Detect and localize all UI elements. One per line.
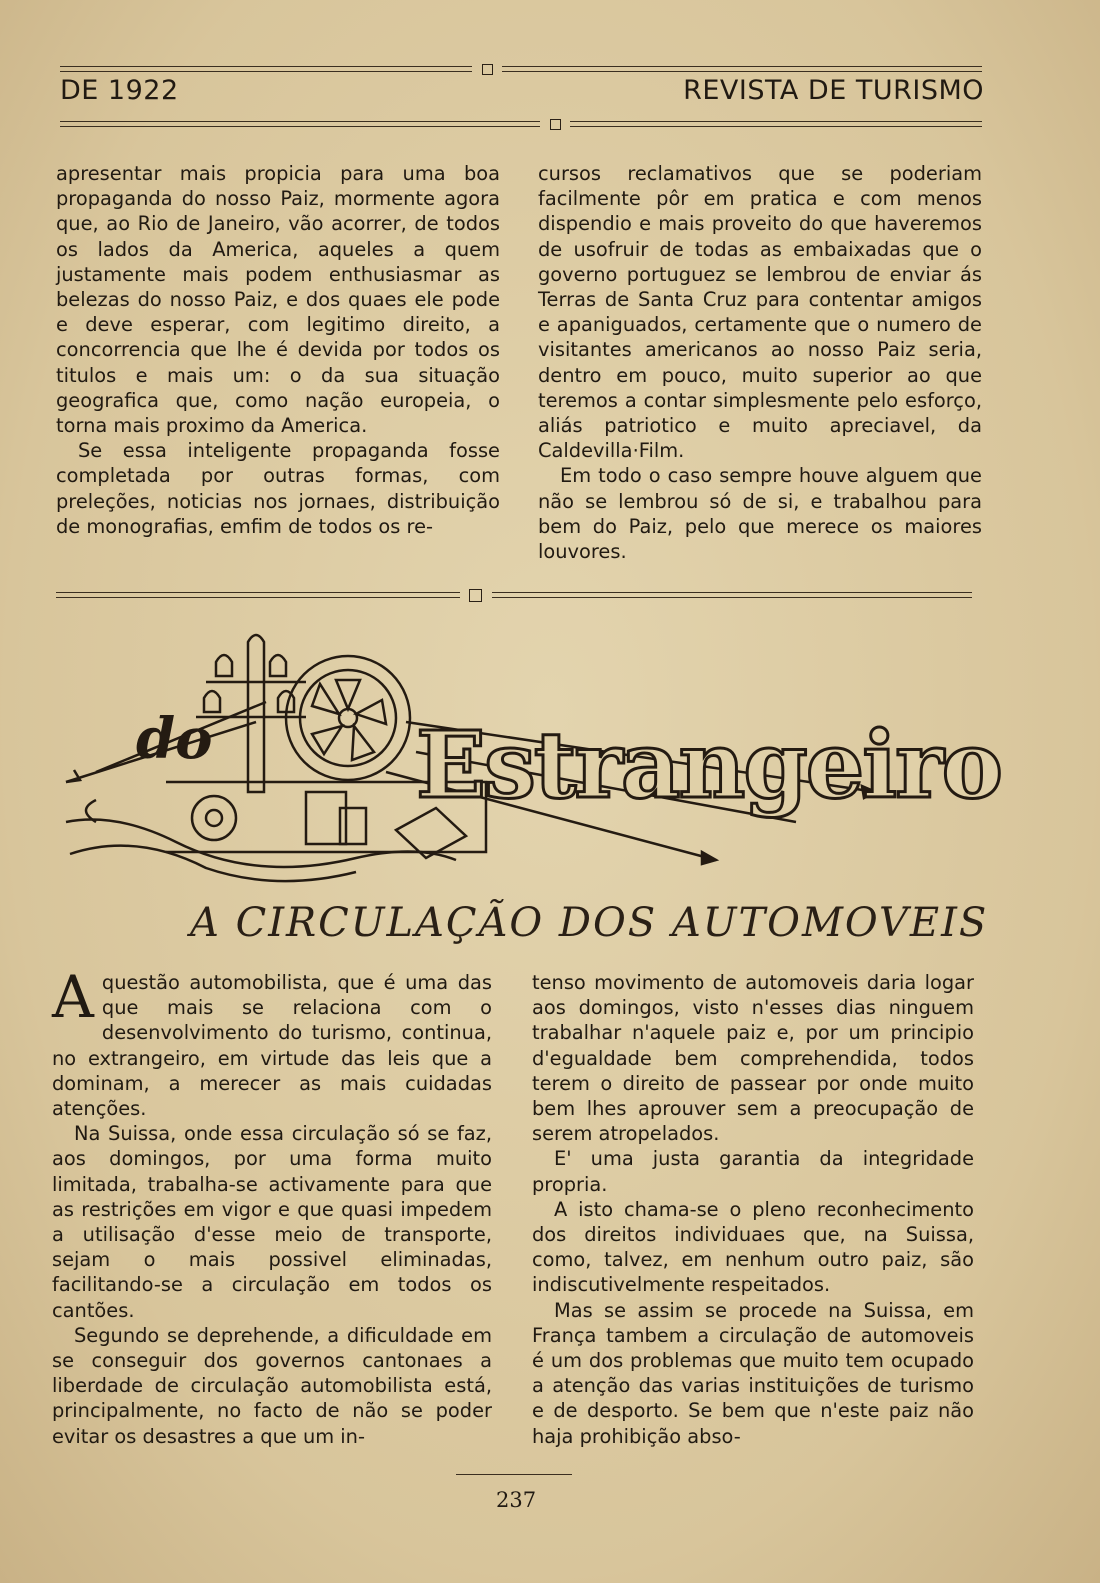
article-right-column [532,970,974,1449]
paragraph-text: questão automobilista, que é uma das que mais se relaciona com o desenvolvimento do turismo, continua, no extrangeiro, em virtude das leis que a dominam, a merecer as mais cuidadas atenções. [52,971,492,1121]
header-right: REVISTA DE TURISMO [683,75,984,106]
article-title: A CIRCULAÇÃO DOS AUTOMOVEIS [190,900,989,946]
banner-word-large: Estrangeiro [416,711,1002,819]
banner-word-small: do [136,706,213,772]
top-right-column [538,161,982,564]
footer-rule [456,1474,572,1475]
paragraph: Na Suissa, onde essa circulação só se faz, aos domingos, por uma forma muito limitada, trabalha-se activamente para que as restrições em vigor e que quasi impedem a utilisação d'esse meio de transporte, sejam o mais possivel eliminadas, facilitando-se a circulação em todos os cantões. [52,1122,492,1322]
header-rule-bottom-left [60,121,540,127]
paragraph: Segundo se deprehende, a dificuldade em se conseguir dos governos cantonaes a liberdade de circulação automobilista está, principalmente, no facto de não se poder evitar os desastres a que um in- [52,1323,492,1448]
section-banner-illustration [56,622,1002,892]
top-left-column [56,161,500,539]
ornament-square [469,589,482,602]
article-left-column [52,963,492,1449]
page-number: 237 [496,1488,537,1512]
ornament-square [550,119,561,130]
header-rule-bottom-right [570,121,982,127]
header-rule-top-right [502,66,982,72]
paragraph: tenso movimento de automoveis daria logar aos domingos, visto n'esses dias ninguem trabalhar n'aquele paiz e, por um principio d'egualdade bem comprehendida, todos terem o direito de passear por onde muito bem lhes aprouver sem a preocupação de serem atropelados. [532,971,974,1146]
paragraph: Mas se assim se procede na Suissa, em França tambem a circulação de automoveis é um dos problemas que muito tem ocupado a atenção das varias instituições de turismo e de desporto. Se bem que n'este paiz não haja prohibição abso- [532,1298,974,1448]
paragraph: apresentar mais propicia para uma boa propaganda do nosso Paiz, mormente agora que, ao Rio de Janeiro, vão acorrer, de todos os lados da America, aqueles a quem justamente mais podem enthusiasmar as belezas do nosso Paiz, e dos quaes ele pode e deve esperar, com legitimo direito, a concorrencia que lhe é devida por todos os titulos e mais um: o da sua situação geografica que, como nação europeia, o torna mais proximo da America. [56,162,500,438]
paragraph [52,963,492,1121]
paragraph: E' uma justa garantia da integridade propria. [532,1147,974,1196]
paragraph: Em todo o caso sempre houve alguem que não se lembrou só de si, e trabalhou para bem do Paiz, pelo que merece os maiores louvores. [538,464,982,564]
section-rule-left [56,592,460,598]
section-rule-right [492,592,972,598]
ornament-square [482,64,493,75]
header-left: DE 1922 [60,75,179,106]
paragraph: A isto chama-se o pleno reconhecimento dos direitos individuaes que, na Suissa, como, talvez, em nenhum outro paiz, são indiscutivelmente respeitados. [532,1197,974,1297]
paragraph: Se essa inteligente propaganda fosse completada por outras formas, com preleções, noticias nos jornaes, distribuição de monografias, emfim de todos os re- [56,439,500,538]
paragraph: cursos reclamativos que se poderiam facilmente pôr em pratica e com menos dispendio e mais proveito do que haveremos de usofruir de todas as embaixadas que o governo portuguez se lembrou de enviar ás Terras de Santa Cruz para contentar amigos e apaniguados, certamente que o numero de visitantes americanos ao nosso Paiz seria, dentro em pouco, muito superior ao que teremos a contar simplesmente pelo esforço, aliás patriotico e muito apreciavel, da Caldevilla·Film. [538,162,982,463]
drop-cap: A [52,963,94,1031]
header-rule-top-left [60,66,472,72]
